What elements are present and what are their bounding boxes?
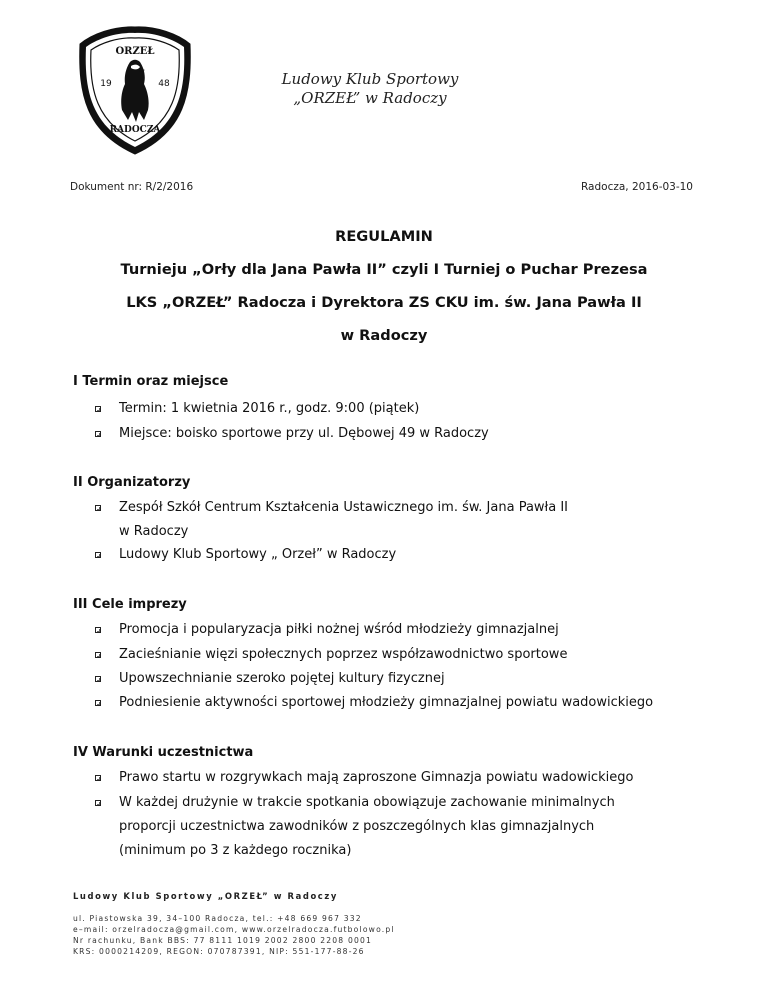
logo-top-text: ORZEŁ: [115, 46, 155, 57]
list-item-text: Promocja i popularyzacja piłki nożnej wśród młodzieży gimnazjalnej: [119, 622, 559, 637]
list-item-text: Ludowy Klub Sportowy „ Orzeł” w Radoczy: [119, 547, 397, 562]
checkbox-bullet-icon: [95, 406, 101, 412]
club-name-line2: „ORZEŁ” w Radoczy: [293, 89, 447, 107]
footer-email: e–mail: orzelradocza@gmail.com, www.orzelradocza.futbolowo.pl: [73, 925, 395, 934]
checkbox-bullet-icon: [95, 552, 101, 558]
checkbox-bullet-icon: [95, 800, 101, 806]
checkbox-bullet-icon: [95, 431, 101, 437]
list-item-text: Podniesienie aktywności sportowej młodzieży gimnazjalnej powiatu wadowickiego: [119, 695, 654, 710]
checkbox-bullet-icon: [95, 652, 101, 658]
list-item-text: W każdej drużynie w trakcie spotkania obowiązuje zachowanie minimalnych: [119, 795, 615, 810]
list-item-continuation: w Radoczy: [119, 524, 189, 539]
place-date: Radocza, 2016-03-10: [580, 181, 693, 193]
list-item-continuation: (minimum po 3 z każdego rocznika): [119, 843, 352, 858]
document-title: [40, 220, 728, 352]
checkbox-bullet-icon: [95, 627, 101, 633]
club-name-line1: Ludowy Klub Sportowy: [281, 70, 459, 88]
logo-year-right: 48: [158, 79, 170, 89]
list-item-text: Termin: 1 kwietnia 2016 r., godz. 9:00 (piątek): [119, 401, 420, 416]
title-line-3: LKS „ORZEŁ” Radocza i Dyrektora ZS CKU im. św. Jana Pawła II: [126, 294, 642, 311]
section-title: I Termin oraz miejsce: [73, 374, 229, 389]
logo-bottom-text: RADOCZA: [109, 125, 161, 135]
list-item-text: Zacieśnianie więzi społecznych poprzez współzawodnictwo sportowe: [119, 647, 568, 662]
section-title: III Cele imprezy: [73, 597, 187, 612]
footer-contact: [73, 913, 395, 957]
list-item-text: Miejsce: boisko sportowe przy ul. Dębowej 49 w Radoczy: [119, 426, 489, 441]
title-line-4: w Radoczy: [340, 327, 428, 344]
checkbox-bullet-icon: [95, 775, 101, 781]
document-number: Dokument nr: R/2/2016: [70, 181, 194, 193]
checkbox-bullet-icon: [95, 676, 101, 682]
title-line-1: REGULAMIN: [335, 228, 433, 245]
section-title: II Organizatorzy: [73, 475, 191, 490]
club-header: [260, 70, 480, 108]
section-title: IV Warunki uczestnictwa: [73, 745, 254, 760]
footer-address: ul. Piastowska 39, 34–100 Radocza, tel.: +48 669 967 332: [73, 914, 362, 923]
footer-registry: KRS: 0000214209, REGON: 070787391, NIP: 551-177-88-26: [73, 947, 365, 956]
title-line-2: Turnieju „Orły dla Jana Pawła II” czyli I Turniej o Puchar Prezesa: [120, 261, 648, 278]
footer-title: Ludowy Klub Sportowy „ORZEŁ” w Radoczy: [73, 891, 338, 901]
footer-bank: Nr rachunku, Bank BBS: 77 8111 1019 2002 2800 2208 0001: [73, 936, 373, 945]
list-item-continuation: proporcji uczestnictwa zawodników z poszczególnych klas gimnazjalnych: [119, 819, 595, 834]
logo-year-left: 19: [100, 79, 112, 89]
checkbox-bullet-icon: [95, 505, 101, 511]
club-logo: [76, 24, 194, 156]
checkbox-bullet-icon: [95, 700, 101, 706]
list-item-text: Zespół Szkół Centrum Kształcenia Ustawicznego im. św. Jana Pawła II: [119, 500, 569, 515]
list-item-text: Upowszechnianie szeroko pojętej kultury fizycznej: [119, 671, 445, 686]
list-item-text: Prawo startu w rozgrywkach mają zaproszone Gimnazja powiatu wadowickiego: [119, 770, 634, 785]
